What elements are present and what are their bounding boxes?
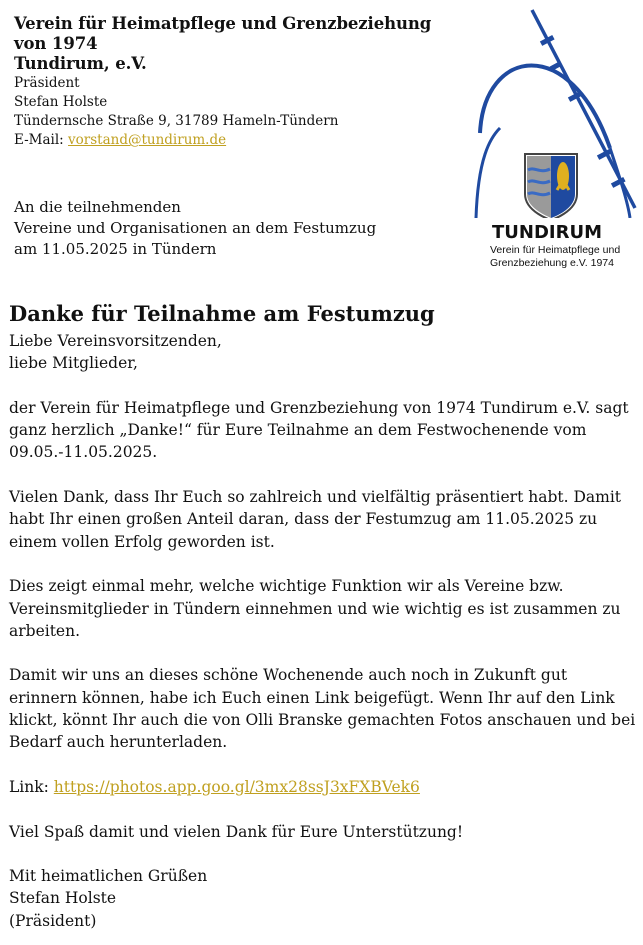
link-line bbox=[9, 776, 639, 798]
logo-wordmark: TUNDIRUM bbox=[492, 222, 602, 243]
logo-tagline-line2: Grenzbeziehung e.V. 1974 bbox=[490, 256, 614, 269]
email-label: E-Mail: bbox=[14, 132, 69, 148]
closing-greeting: Mit heimatlichen Grüßen bbox=[9, 867, 208, 886]
org-name-line2: von 1974 bbox=[14, 34, 98, 53]
paragraph-thanks: der Verein für Heimatpflege und Grenzbeziehung von 1974 Tundirum e.V. sagt ganz herzlich „Danke!“ für Eure Teilnahme an dem Festwochenende vom 09.05.-11.05.2025. bbox=[9, 398, 629, 462]
signer-role: (Präsident) bbox=[9, 911, 97, 930]
paragraph-function: Dies zeigt einmal mehr, welche wichtige Funktion wir als Vereine bzw. Vereinsmitglieder in Tündern einnehmen und wie wichtig es ist zusammen zu arbeiten. bbox=[9, 577, 621, 640]
sender-email-line bbox=[14, 131, 431, 150]
sender-role: Präsident bbox=[14, 75, 80, 91]
sender-street: Tündernsche Straße 9, 31789 Hameln-Tündern bbox=[14, 113, 339, 129]
addressee-line2: Vereine und Organisationen an dem Festumzug bbox=[14, 219, 377, 237]
org-name-line1: Verein für Heimatpflege und Grenzbeziehung bbox=[14, 14, 432, 33]
sender-block bbox=[14, 14, 431, 150]
photos-link[interactable]: https://photos.app.goo.gl/3mx28ssJ3xFXBVek6 bbox=[53, 777, 420, 796]
link-label: Link: bbox=[9, 777, 54, 796]
signer-name: Stefan Holste bbox=[9, 889, 117, 908]
email-link[interactable]: vorstand@tundirum.de bbox=[68, 132, 227, 148]
salutation-line2: liebe Mitglieder, bbox=[9, 354, 138, 373]
paragraph-presentation: Vielen Dank, dass Ihr Euch so zahlreich und vielfältig präsentiert habt. Damit habt Ihr einen großen Anteil daran, dass der Festumzug am 11.05.2025 zu einem vollen Erfolg geworden ist. bbox=[9, 488, 622, 551]
addressee-line3: am 11.05.2025 in Tündern bbox=[14, 240, 217, 258]
letter-body bbox=[9, 330, 639, 932]
sender-name: Stefan Holste bbox=[14, 94, 108, 110]
paragraph-closing-thanks: Viel Spaß damit und vielen Dank für Eure Unterstützung! bbox=[9, 822, 464, 841]
org-name-line3: Tundirum, e.V. bbox=[14, 54, 147, 73]
tundirum-logo bbox=[470, 8, 640, 276]
letter-title: Danke für Teilnahme am Festumzug bbox=[9, 301, 435, 326]
paragraph-link-intro: Damit wir uns an dieses schöne Wochenende auch noch in Zukunft gut erinnern können, habe ich Euch einen Link beigefügt. Wenn Ihr auf den Link klickt, könnt Ihr auch die von Olli Branske gemachten Fotos anschauen und bei Bedarf auch herunterladen. bbox=[9, 666, 636, 752]
addressee-block bbox=[14, 197, 376, 260]
logo-tagline bbox=[490, 244, 620, 269]
logo-graphic-icon bbox=[470, 8, 640, 218]
salutation-line1: Liebe Vereinsvorsitzenden, bbox=[9, 332, 222, 350]
logo-tagline-line1: Verein für Heimatpflege und bbox=[490, 244, 621, 256]
addressee-line1: An die teilnehmenden bbox=[14, 198, 181, 216]
